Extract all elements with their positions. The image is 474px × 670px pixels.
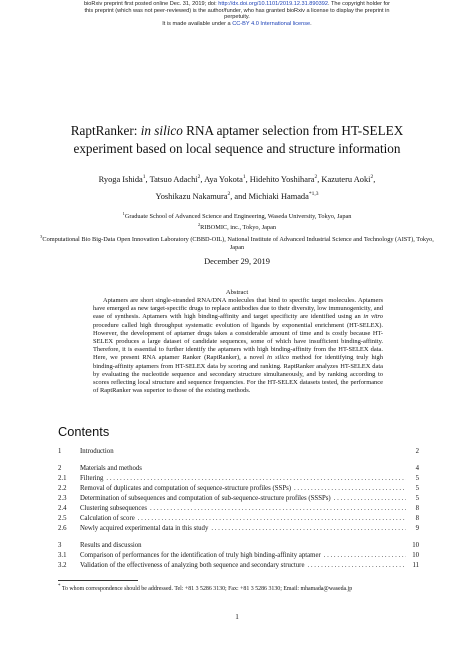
toc-page: 2 <box>415 448 419 455</box>
toc-entry-ssp[interactable] <box>58 485 419 494</box>
affiliation-text: Computational Bio Big-Data Open Innovation Laboratory (CBBD-OIL), National Institute of Advanced Industrial Science and Technology (AIST), Tokyo, Japan <box>42 235 434 252</box>
author-name: Hidehito Yoshihara <box>249 175 315 184</box>
toc-title: Removal of duplicates and computation of sequence-structure profiles (SSPs) <box>80 485 292 492</box>
toc-leader-dots <box>106 475 406 482</box>
preprint-line1-suffix: . The copyright holder for <box>327 1 391 7</box>
toc-entry-results[interactable] <box>58 542 419 551</box>
author-sup: 1 <box>142 174 146 180</box>
toc-title: Materials and methods <box>80 465 142 472</box>
abstract-body <box>93 297 383 395</box>
author-name: Aya Yokota <box>204 175 243 184</box>
toc-number: 3.1 <box>58 552 67 559</box>
toc-page: 5 <box>415 495 419 502</box>
author-separator: , <box>317 175 322 184</box>
footnote-text: To whom correspondence should be addressed. Tel: +81 3 5286 3130; Fax: +81 3 5286 3130; Email: mhamada@waseda.jp <box>61 585 353 592</box>
toc-title: Results and discussion <box>80 542 142 549</box>
author-name: Ryoga Ishida <box>98 175 143 184</box>
author-name: Michiaki Hamada <box>248 192 309 201</box>
author-and: and <box>234 192 249 201</box>
affiliation-text: RIBOMIC, inc., Tokyo, Japan <box>200 224 277 232</box>
toc-leader-dots <box>324 552 406 559</box>
author-separator: , <box>373 175 376 184</box>
toc-entry-comparison[interactable] <box>58 552 419 561</box>
toc-number: 2.1 <box>58 475 67 482</box>
author-sup: *1,3 <box>308 191 319 197</box>
author-sup: 2 <box>370 174 374 180</box>
author-separator: , <box>145 175 150 184</box>
footnote-marker: * <box>58 584 61 589</box>
author-sup: 2 <box>314 174 318 180</box>
publication-date: December 29, 2019 <box>204 257 270 266</box>
author-separator: , <box>200 175 205 184</box>
toc-page: 11 <box>412 562 419 569</box>
preprint-line1-prefix: bioRxiv preprint first posted online Dec. 31, 2019; doi: <box>83 1 219 7</box>
title-part1: RaptRanker: <box>70 123 141 138</box>
footnote-rule <box>58 580 138 581</box>
toc-number: 2.5 <box>58 515 67 522</box>
doi-link[interactable]: http://dx.doi.org/10.1101/2019.12.31.890392 <box>218 1 328 7</box>
affiliation-text: Graduate School of Advanced Science and Engineering, Waseda University, Tokyo, Japan <box>124 213 352 220</box>
toc-page: 10 <box>412 542 419 549</box>
author-sup: 2 <box>197 174 201 180</box>
preprint-line3: perpetuity. <box>224 14 250 21</box>
toc-leader-dots <box>211 525 406 532</box>
contents-heading: Contents <box>58 424 110 439</box>
toc-title: Clustering subsequences <box>80 505 148 512</box>
toc-title: Filtering <box>80 475 104 482</box>
author-separator: , <box>245 175 250 184</box>
affiliation <box>40 210 434 221</box>
toc-leader-dots <box>138 515 406 522</box>
toc-number: 2.2 <box>58 485 67 492</box>
preprint-notice <box>40 1 434 27</box>
author-separator: , <box>230 192 235 201</box>
toc-title: Determination of subsequences and computation of sub-sequence-structure profiles (SSSPs) <box>80 495 331 502</box>
toc-leader-dots <box>307 562 406 569</box>
author-name: Tatsuo Adachi <box>149 175 198 184</box>
preprint-line4-suffix: . <box>310 20 312 27</box>
toc-page: 10 <box>412 552 419 559</box>
toc-title: Comparison of performances for the identification of truly high binding-affinity aptamer <box>80 552 321 559</box>
page-number: 1 <box>235 613 239 621</box>
paper-title <box>20 122 454 158</box>
affiliation <box>40 233 434 253</box>
toc-title: Calculation of score <box>80 515 135 522</box>
author-list <box>30 170 444 204</box>
title-part3: RNA aptamer selection from HT-SELEX <box>182 123 404 138</box>
title-line2: experiment based on local sequence and structure information <box>73 141 401 156</box>
author-sup: 1 <box>242 174 246 180</box>
toc-entry-sssp[interactable] <box>58 495 419 504</box>
toc-entry-materials[interactable] <box>58 465 419 474</box>
toc-number: 2.6 <box>58 525 67 532</box>
affiliation <box>40 221 434 232</box>
abstract-text: method for identifying truly high binding-affinity aptamers from HT-SELEX data by scoring and ranking. RaptRanker analyzes HT-SELEX data by evaluating the nucleotide sequence and secondary structure simultaneously, and by ranking according to scores reflecting local structure and sequence frequencies. For the HT-SELEX datasets tested, the performance of RaptRanker was superior to those of the existing methods. <box>93 354 383 395</box>
author-name: Kazuteru Aoki <box>321 175 371 184</box>
toc-title: Introduction <box>80 448 114 455</box>
toc-number: 2 <box>58 465 62 472</box>
toc-page: 8 <box>415 515 419 522</box>
author-sup: 2 <box>227 191 231 197</box>
abstract-text: procedure called high throughput systematic evolution of ligands by exponential enrichment (HT-SELEX). However, the development of aptamer drugs takes a considerable amount of time and is costly because HT-SELEX produces a large dataset of candidate sequences, some of which have insufficient binding-affinity. Therefore, it is essential to further identify the aptamers with high binding-affinity from the HT-SELEX data. Here, we present RNA aptamer Ranker (RaptRanker), a novel <box>93 321 383 362</box>
title-part2: in silico <box>140 123 183 138</box>
toc-number: 3 <box>58 542 62 549</box>
abstract-heading: Abstract <box>225 289 249 296</box>
preprint-line2: this preprint (which was not peer-reviewed) is the author/funder, who has granted bioRxiv a license to display the preprint in <box>84 7 390 14</box>
toc-number: 2.3 <box>58 495 67 502</box>
affiliation-sup: 1 <box>122 211 125 216</box>
toc-number: 1 <box>58 448 62 455</box>
toc-title: Validation of the effectiveness of analyzing both sequence and secondary structure <box>80 562 305 569</box>
toc-page: 4 <box>415 465 419 472</box>
toc-leader-dots <box>150 505 406 512</box>
author-name: Yoshikazu Nakamura <box>155 192 228 201</box>
affiliations <box>40 210 434 253</box>
toc-number: 2.4 <box>58 505 67 512</box>
toc-page: 5 <box>415 485 419 492</box>
toc-number: 3.2 <box>58 562 67 569</box>
abstract-text: Aptamers are short single-stranded RNA/DNA molecules that bind to specific target molecules. Aptamers have emerged as new target-specific drugs to replace antibodies due to their diversity, low immunogenicity, and ease of synthesis. Aptamers with high binding-affinity and target specificity are identified using an <box>93 297 383 321</box>
toc-entry-score[interactable] <box>58 515 419 524</box>
preprint-line4-prefix: It is made available under a <box>162 20 233 27</box>
abstract-italic: in vitro <box>363 313 383 321</box>
toc-leader-dots <box>334 495 406 502</box>
toc-entry-validation[interactable] <box>58 562 419 571</box>
toc-entry-experimental-data[interactable] <box>58 525 419 534</box>
toc-leader-dots <box>294 485 406 492</box>
toc-entry-filtering[interactable] <box>58 475 419 484</box>
toc-page: 9 <box>415 525 419 532</box>
affiliation-sup: 3 <box>40 233 43 239</box>
toc-page: 5 <box>415 475 419 482</box>
affiliation-sup: 2 <box>197 222 201 228</box>
toc-title: Newly acquired experimental data in this study <box>80 525 209 532</box>
toc-page: 8 <box>415 505 419 512</box>
abstract-italic: in silico <box>267 354 290 362</box>
correspondence-footnote <box>58 583 419 594</box>
toc-entry-introduction[interactable] <box>58 448 419 457</box>
toc-entry-clustering[interactable] <box>58 505 419 514</box>
license-link[interactable]: CC-BY 4.0 International license <box>232 20 311 27</box>
